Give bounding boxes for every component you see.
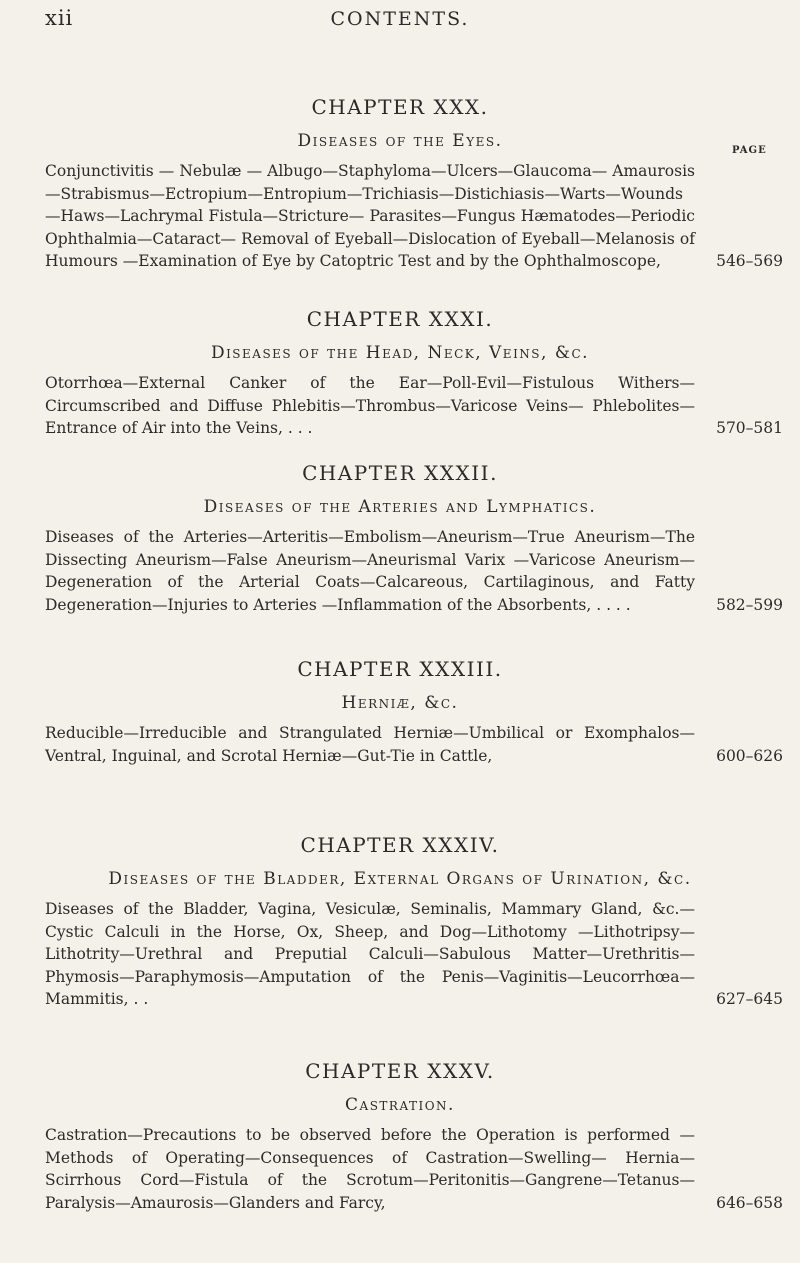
chapter-topics: Diseases of the Bladder, Vagina, Vesiculæ, Seminalis, Mammary Gland, &c.—Cystic Calculi in the Horse, Ox, Sheep, and Dog—Lithotomy —Lithotripsy—Lithotrity—Urethral and Preputial Calculi—Sabulous Matter—Urethritis—Phymosis—Paraphymosis—Amputation of the Penis—Vaginitis—Leucorrhœa—Mammitis, . . <box>45 900 695 1008</box>
chapter-contents <box>45 898 783 1011</box>
chapter-subtitle: Diseases of the Eyes. <box>297 131 503 151</box>
chapter-contents <box>45 372 783 440</box>
chapter-xxxv <box>0 1058 800 1214</box>
chapter-topics: Conjunctivitis — Nebulæ — Albugo—Staphyloma—Ulcers—Glaucoma— Amaurosis—Strabismus—Ectropium—Entropium—Trichiasis—Distichiasis—Warts—Wounds—Haws—Lachrymal Fistula—Stricture— Parasites—Fungus Hæmatodes—Periodic Ophthalmia—Cataract— Removal of Eyeball—Dislocation of Eyeball—Melanosis of Humours —Examination of Eye by Catoptric Test and by the Ophthalmoscope, <box>45 162 695 270</box>
chapter-title: CHAPTER XXXV. <box>305 1059 495 1083</box>
chapter-title: CHAPTER XXXIII. <box>297 657 503 681</box>
chapter-subtitle: Diseases of the Arteries and Lymphatics. <box>203 497 597 517</box>
chapter-subtitle: Herniæ, &c. <box>341 693 459 713</box>
chapter-contents <box>45 526 783 616</box>
chapter-xxx <box>0 94 800 273</box>
chapter-title: CHAPTER XXXII. <box>302 461 498 485</box>
chapter-contents <box>45 722 783 767</box>
chapter-xxxiii <box>0 656 800 767</box>
chapter-contents <box>45 160 783 273</box>
chapter-title: CHAPTER XXXI. <box>306 307 494 331</box>
page-range: 627–645 <box>716 990 783 1008</box>
chapter-xxxiv <box>0 832 800 1011</box>
chapter-xxxii <box>0 460 800 616</box>
running-title: CONTENTS. <box>330 8 470 30</box>
running-head <box>0 0 800 40</box>
chapter-title: CHAPTER XXXIV. <box>300 833 500 857</box>
chapter-subtitle: Castration. <box>345 1095 455 1115</box>
chapter-subtitle: Diseases of the Head, Neck, Veins, &c. <box>210 343 590 363</box>
page-number: xii <box>45 6 74 30</box>
page-column-label: PAGE <box>732 145 767 156</box>
page-range: 582–599 <box>716 595 783 614</box>
page-range: 646–658 <box>716 1193 783 1212</box>
chapter-contents <box>45 1124 783 1214</box>
chapter-subtitle: Diseases of the Bladder, External Organs of Urination, &c. <box>108 869 692 889</box>
chapter-topics: Castration—Precautions to be observed before the Operation is performed —Methods of Operating—Consequences of Castration—Swelling— Hernia—Scirrhous Cord—Fistula of the Scrotum—Peritonitis—Gangrene—Tetanus—Paralysis—Amaurosis—Glanders and Farcy, <box>45 1126 695 1212</box>
chapter-title: CHAPTER XXX. <box>311 95 489 119</box>
chapter-topics: Reducible—Irreducible and Strangulated Herniæ—Umbilical or Exomphalos—Ventral, Inguinal, and Scrotal Herniæ—Gut-Tie in Cattle, <box>45 724 695 765</box>
chapter-topics: Diseases of the Arteries—Arteritis—Embolism—Aneurism—True Aneurism—The Dissecting Aneurism—False Aneurism—Aneurismal Varix —Varicose Aneurism—Degeneration of the Arterial Coats—Calcareous, Cartilaginous, and Fatty Degeneration—Injuries to Arteries —Inflammation of the Absorbents, . . . . <box>45 528 695 614</box>
chapter-topics: Otorrhœa—External Canker of the Ear—Poll-Evil—Fistulous Withers— Circumscribed and Diffuse Phlebitis—Thrombus—Varicose Veins— Phlebolites—Entrance of Air into the Veins, . . . <box>45 374 695 437</box>
page-range: 600–626 <box>716 746 783 765</box>
page-range: 570–581 <box>716 419 783 437</box>
page-range: 546–569 <box>716 252 783 270</box>
chapter-xxxi <box>0 306 800 440</box>
